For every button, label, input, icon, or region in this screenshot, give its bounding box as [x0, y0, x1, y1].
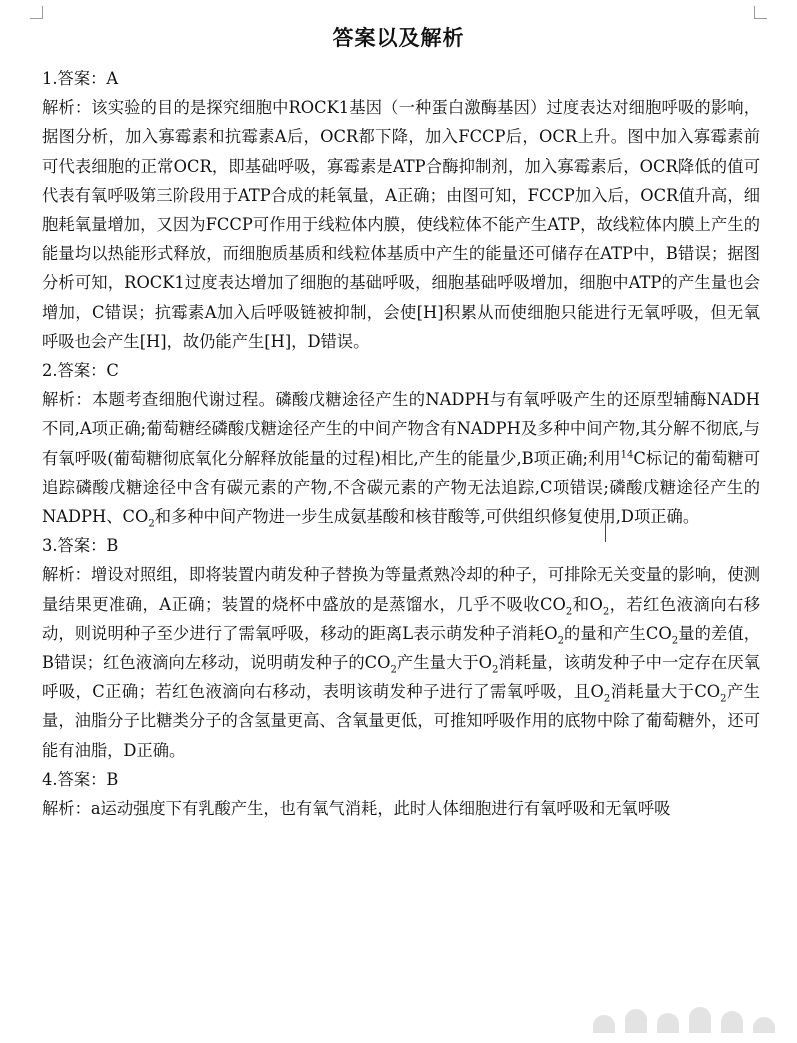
page-corner-mark-right [754, 6, 767, 19]
watermark-decoration [593, 1007, 775, 1033]
answer-1: 1.答案：A [42, 69, 119, 88]
answer-section [42, 64, 760, 823]
explanation-2: 解析：本题考查细胞代谢过程。磷酸戊糖途径产生的NADPH与有氧呼吸产生的还原型辅酶NADH不同,A项正确;葡萄糖经磷酸戊糖途径产生的中间产物含有NADPH及多种中间产物,其分解不彻底,与有氧呼吸(葡萄糖彻底氧化分解释放能量的过程)相比,产生的能量少,B项正确;利用$^{14}$C标记的葡萄糖可追踪磷酸戊糖途径中含有碳元素的产物,不含碳元素的产物无法追踪,C项错误;磷酸戊糖途径产生的NADPH、$CO_2$和多种中间产物进一步生成氨基酸和核苷酸等,可供组织修复使用,D项正确。 [42, 390, 760, 530]
page-corner-mark-left [30, 6, 43, 19]
explanation-4: 解析：a运动强度下有乳酸产生，也有氧气消耗，此时人体细胞进行有氧呼吸和无氧呼吸 [42, 799, 671, 819]
explanation-3: 解析：增设对照组，即将装置内萌发种子替换为等量煮熟冷却的种子，可排除无关变量的影响，使测量结果更准确，A正确；装置的烧杯中盛放的是蒸馏水，几乎不吸收$CO_2$和$O_2$，若红色液滴向右移动，则说明种子至少进行了需氧呼吸，移动的距离L表示萌发种子消耗$O_2$的量和产生$CO_2$量的差值，B错误；红色液滴向左移动，说明萌发种子的$CO_2$产生量大于$O_2$消耗量，该萌发种子中一定存在厌氧呼吸，C正确；若红色液滴向右移动，表明该萌发种子进行了需氧呼吸，且$O_2$消耗量大于$CO_2$产生量，油脂分子比糖类分子的含氢量更高、含氧量更低，可推知呼吸作用的底物中除了葡萄糖外，还可能有油脂，D正确。 [42, 565, 760, 760]
page-title: 答案以及解析 [332, 25, 465, 50]
text-cursor-icon [605, 520, 608, 542]
explanation-1: 解析：该实验的目的是探究细胞中ROCK1基因（一种蛋白激酶基因）过度表达对细胞呼吸的影响，据图分析，加入寡霉素和抗霉素A后，OCR都下降，加入FCCP后，OCR上升。图中加入寡霉素前可代表细胞的正常OCR，即基础呼吸，寡霉素是ATP合酶抑制剂，加入寡霉素后，OCR降低的值可代表有氧呼吸第三阶段用于ATP合成的耗氧量，A正确；由图可知，FCCP加入后，OCR值升高，细胞耗氧量增加，又因为FCCP可作用于线粒体内膜，使线粒体不能产生ATP，故线粒体内膜上产生的能量均以热能形式释放，而细胞质基质和线粒体基质中产生的能量还可储存在ATP中，B错误；据图分析可知，ROCK1过度表达增加了细胞的基础呼吸，细胞基础呼吸增加，细胞中ATP的产生量也会增加，C错误；抗霉素A加入后呼吸链被抑制，会使[H]积累从而使细胞只能进行无氧呼吸，但无氧呼吸也会产生[H]，故仍能产生[H]，D错误。 [42, 98, 760, 351]
answer-2: 2.答案：C [42, 361, 119, 381]
answer-3: 3.答案：B [42, 536, 119, 556]
answer-4: 4.答案：B [42, 769, 119, 789]
